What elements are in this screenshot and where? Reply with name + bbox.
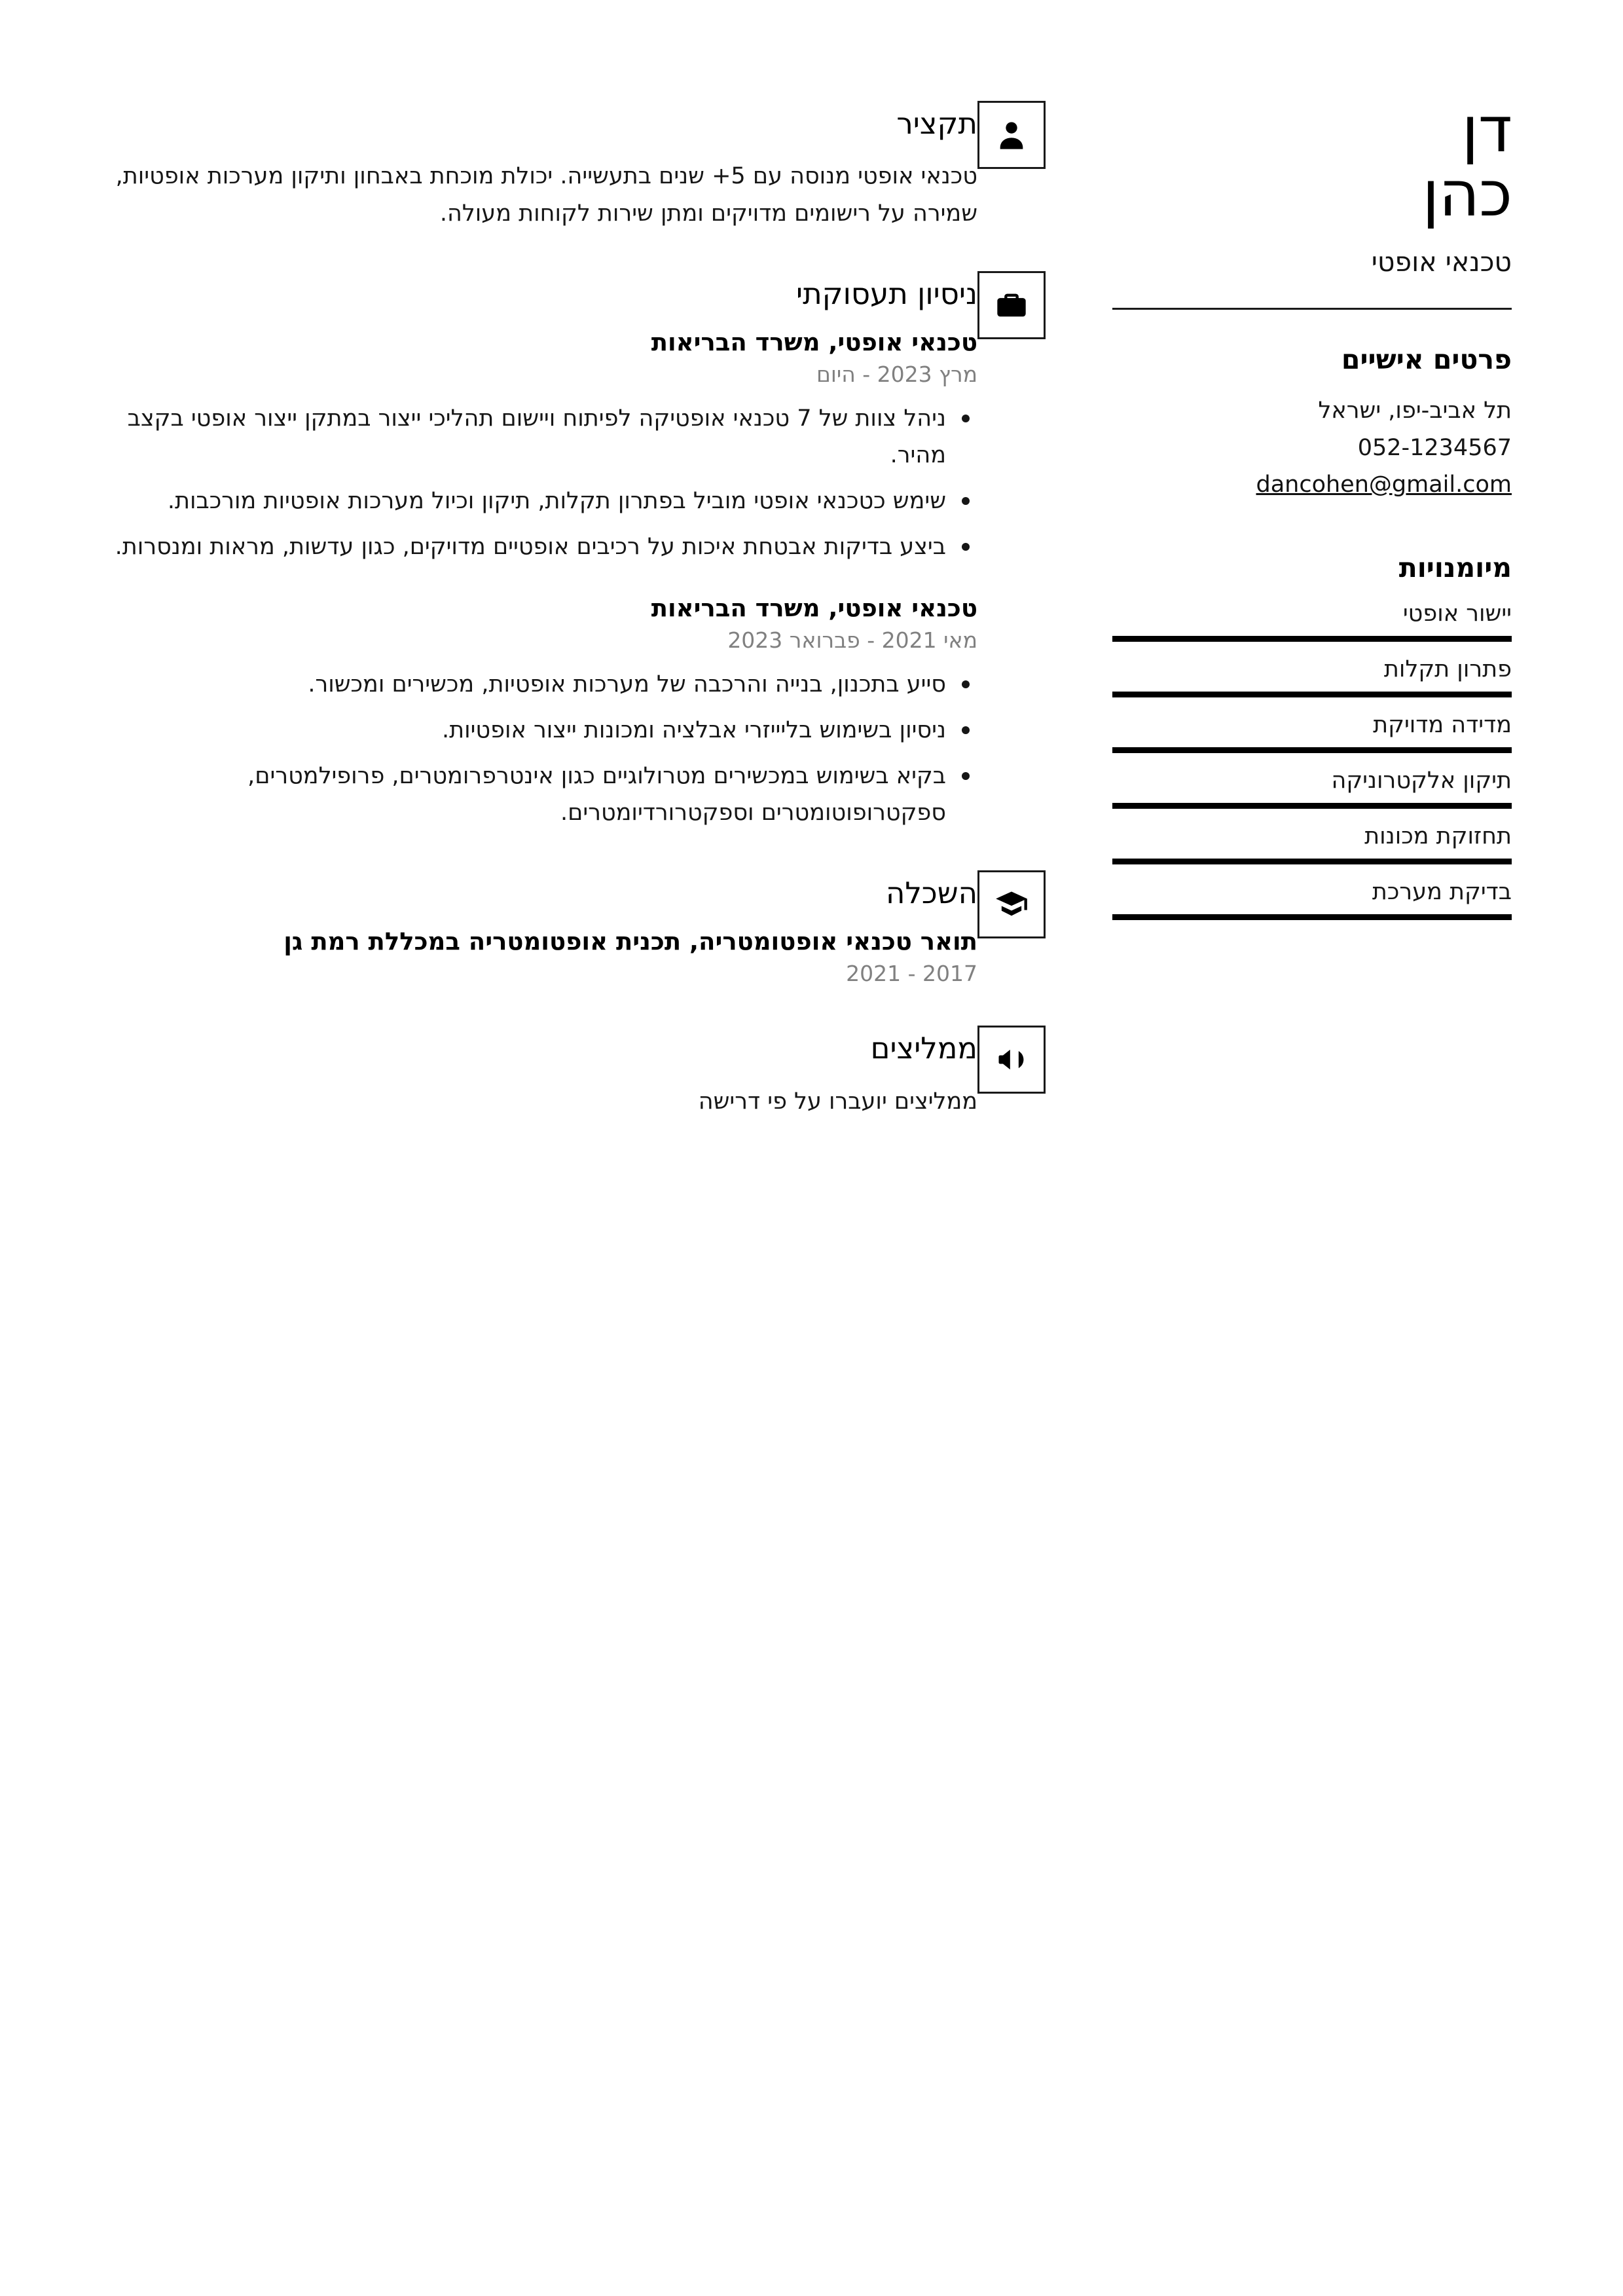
contact-phone: 052-1234567: [1357, 434, 1512, 461]
skill-bar: [1112, 636, 1512, 642]
job-title: טכנאי אופטי: [1371, 246, 1512, 278]
job-dates: מרץ 2023 - היום: [816, 361, 977, 388]
job-heading: טכנאי אופטי, משרד הבריאות: [651, 328, 977, 357]
skill-label: תחזוקת מכונות: [1364, 823, 1512, 849]
skill-entry: [1112, 768, 1512, 809]
references-title: ממליצים: [870, 1031, 977, 1066]
job-heading: טכנאי אופטי, משרד הבריאות: [651, 594, 977, 623]
skill-label: מדידה מדויקת: [1373, 711, 1512, 738]
sidebar: [1112, 93, 1512, 1174]
main-content: [111, 98, 1112, 1174]
contact-address: תל אביב-יפו, ישראל: [1318, 397, 1512, 424]
experience-title: ניסיון תעסוקתי: [796, 276, 977, 312]
skill-entry: [1112, 712, 1512, 753]
skill-bar: [1112, 747, 1512, 753]
summary-body: [111, 98, 977, 232]
megaphone-icon: [977, 1026, 1046, 1094]
skill-bar: [1112, 859, 1512, 864]
sidebar-divider: [1112, 308, 1512, 310]
experience-entry: [111, 328, 977, 565]
personal-details-section: [1112, 344, 1512, 504]
references-section: [111, 1023, 1073, 1138]
experience-entry: [111, 594, 977, 831]
list-item: ביצע בדיקות אבטחת איכות על רכיבים אופטיים מדויקים, כגון עדשות, מראות ומנסרות.: [111, 528, 977, 565]
experience-section: [111, 268, 1073, 831]
education-section: [111, 868, 1073, 986]
summary-text: טכנאי אופטי מנוסה עם 5+ שנים בתעשייה. יכולת מוכחת באבחון ותיקון מערכות אופטיות, שמירה על רישומים מדויקים ומתן שירות לקוחות מעולה.: [115, 163, 977, 227]
references-text: ממליצים יועברו על פי דרישה: [698, 1088, 977, 1115]
summary-title: תקציר: [896, 106, 977, 141]
skill-entry: [1112, 879, 1512, 920]
contact-email[interactable]: dancohen@gmail.com: [1256, 472, 1512, 498]
experience-body: [111, 268, 977, 831]
skill-label: פתרון תקלות: [1383, 656, 1512, 682]
skill-bar: [1112, 803, 1512, 809]
list-item: סייע בתכנון, בנייה והרכבה של מערכות אופטיות, מכשירים ומכשור.: [111, 666, 977, 703]
skill-bar: [1112, 692, 1512, 697]
references-body: [111, 1023, 977, 1138]
list-item: בקיא בשימוש במכשירים מטרולוגיים כגון אינטרפרומטרים, פרופילמטרים, ספקטרופוטומטרים וספקטרורדיומטרים.: [111, 758, 977, 831]
job-dates: מאי 2021 - פברואר 2023: [727, 627, 977, 654]
last-name: כהן: [1422, 157, 1512, 231]
list-item: שימש כטכנאי אופטי מוביל בפתרון תקלות, תיקון וכיול מערכות אופטיות מורכבות.: [111, 483, 977, 519]
skill-entry: [1112, 823, 1512, 864]
skill-entry: [1112, 601, 1512, 642]
education-entry: [111, 927, 977, 986]
skills-title: מיומנויות: [1398, 551, 1512, 583]
education-heading: תואר טכנאי אופטומטריה, תכנית אופטומטריה במכללת רמת גן: [283, 927, 977, 956]
education-body: [111, 868, 977, 986]
job-bullets: [111, 666, 977, 831]
list-item: ניסיון בשימוש בליייזרי אבלציה ומכונות ייצור אופטיות.: [111, 712, 977, 749]
skill-entry: [1112, 656, 1512, 697]
list-item: ניהל צוות של 7 טכנאי אופטיקה לפיתוח ויישום תהליכי ייצור במתקן ייצור אופטי בקצב מהיר.: [111, 400, 977, 473]
job-bullets: [111, 400, 977, 565]
skill-label: יישור אופטי: [1402, 600, 1512, 627]
education-dates: 2017 - 2021: [846, 961, 977, 987]
first-name: דן: [1461, 93, 1512, 166]
skills-section: [1112, 552, 1512, 920]
graduation-cap-icon: [977, 870, 1046, 938]
personal-details-title: פרטים אישיים: [1341, 343, 1512, 375]
skill-label: תיקון אלקטרוניקה: [1331, 767, 1512, 794]
summary-section: [111, 98, 1073, 232]
briefcase-icon: [977, 271, 1046, 339]
skill-label: בדיקת מערכת: [1372, 878, 1512, 905]
name-block: [1112, 93, 1512, 278]
person-icon: [977, 101, 1046, 169]
education-title: השכלה: [885, 876, 977, 911]
skill-bar: [1112, 914, 1512, 920]
